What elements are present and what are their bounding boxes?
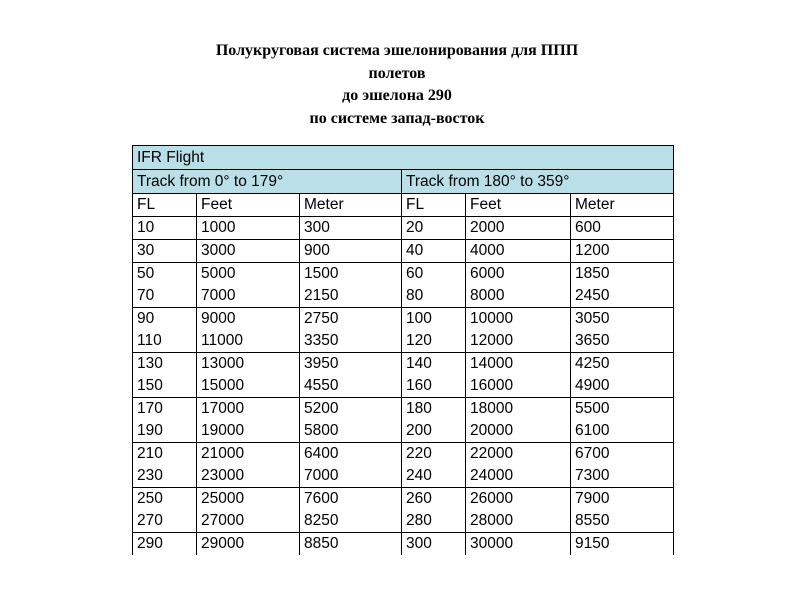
table-cell: 9150 bbox=[571, 533, 674, 556]
table-cell: 1500 bbox=[300, 263, 402, 286]
title-line: полетов bbox=[368, 64, 426, 82]
table-cell: 11000 bbox=[197, 330, 300, 353]
table-cell: 270 bbox=[133, 510, 197, 533]
column-header-row bbox=[133, 194, 674, 217]
table-cell: 27000 bbox=[197, 510, 300, 533]
column-header: FL bbox=[402, 194, 466, 217]
table-cell: 90 bbox=[133, 308, 197, 331]
column-header: Feet bbox=[197, 194, 300, 217]
table-row bbox=[133, 285, 674, 308]
table-row bbox=[133, 510, 674, 533]
table-cell: 3650 bbox=[571, 330, 674, 353]
table-cell: 70 bbox=[133, 285, 197, 308]
table-row bbox=[133, 308, 674, 331]
table-cell: 8850 bbox=[300, 533, 402, 556]
table-cell: 600 bbox=[571, 217, 674, 240]
table-cell: 6400 bbox=[300, 443, 402, 466]
table-cell: 28000 bbox=[466, 510, 571, 533]
table-cell: 8550 bbox=[571, 510, 674, 533]
table-cell: 130 bbox=[133, 353, 197, 376]
table-cell: 7000 bbox=[300, 465, 402, 488]
table-cell: 1850 bbox=[571, 263, 674, 286]
column-header: Feet bbox=[466, 194, 571, 217]
column-header: FL bbox=[133, 194, 197, 217]
table-cell: 3050 bbox=[571, 308, 674, 331]
table-cell: 20000 bbox=[466, 420, 571, 443]
table-row bbox=[133, 240, 674, 263]
table-cell: 40 bbox=[402, 240, 466, 263]
table-cell: 14000 bbox=[466, 353, 571, 376]
table-caption: IFR Flight bbox=[133, 146, 674, 170]
table-cell: 7300 bbox=[571, 465, 674, 488]
table-cell: 300 bbox=[300, 217, 402, 240]
table-cell: 100 bbox=[402, 308, 466, 331]
table-cell: 1000 bbox=[197, 217, 300, 240]
table-cell: 6700 bbox=[571, 443, 674, 466]
table-cell: 18000 bbox=[466, 398, 571, 421]
track-group-west: Track from 180° to 359° bbox=[402, 170, 674, 194]
table-cell: 24000 bbox=[466, 465, 571, 488]
title-line: до эшелона 290 bbox=[342, 87, 452, 104]
table-row bbox=[133, 330, 674, 353]
table-cell: 10 bbox=[133, 217, 197, 240]
table-cell: 16000 bbox=[466, 375, 571, 398]
table-cell: 120 bbox=[402, 330, 466, 353]
table-cell: 5500 bbox=[571, 398, 674, 421]
table-cell: 4000 bbox=[466, 240, 571, 263]
table-row bbox=[133, 420, 674, 443]
table-cell: 19000 bbox=[197, 420, 300, 443]
table-cell: 6100 bbox=[571, 420, 674, 443]
column-header: Meter bbox=[571, 194, 674, 217]
table-cell: 8250 bbox=[300, 510, 402, 533]
table-cell: 160 bbox=[402, 375, 466, 398]
table-cell: 5200 bbox=[300, 398, 402, 421]
table-row bbox=[133, 263, 674, 286]
table-row bbox=[133, 533, 674, 556]
table-cell: 26000 bbox=[466, 488, 571, 511]
table-cell: 29000 bbox=[197, 533, 300, 556]
table-cell: 300 bbox=[402, 533, 466, 556]
table-cell: 4250 bbox=[571, 353, 674, 376]
table-cell: 6000 bbox=[466, 263, 571, 286]
table-cell: 30000 bbox=[466, 533, 571, 556]
table-cell: 20 bbox=[402, 217, 466, 240]
track-group-east: Track from 0° to 179° bbox=[133, 170, 402, 194]
table-cell: 2750 bbox=[300, 308, 402, 331]
table-cell: 4900 bbox=[571, 375, 674, 398]
table-cell: 1200 bbox=[571, 240, 674, 263]
page-title bbox=[0, 40, 794, 130]
table-cell: 200 bbox=[402, 420, 466, 443]
table-cell: 60 bbox=[402, 263, 466, 286]
column-header: Meter bbox=[300, 194, 402, 217]
table-cell: 7000 bbox=[197, 285, 300, 308]
title-line: по системе запад-восток bbox=[309, 109, 485, 127]
table-cell: 140 bbox=[402, 353, 466, 376]
table-cell: 150 bbox=[133, 375, 197, 398]
table-cell: 22000 bbox=[466, 443, 571, 466]
table-cell: 5800 bbox=[300, 420, 402, 443]
table-cell: 5000 bbox=[197, 263, 300, 286]
table-cell: 2150 bbox=[300, 285, 402, 308]
table-cell: 110 bbox=[133, 330, 197, 353]
track-group-row bbox=[133, 170, 674, 194]
table-cell: 30 bbox=[133, 240, 197, 263]
table-cell: 230 bbox=[133, 465, 197, 488]
table-cell: 80 bbox=[402, 285, 466, 308]
table-cell: 3950 bbox=[300, 353, 402, 376]
table-cell: 250 bbox=[133, 488, 197, 511]
table-cell: 9000 bbox=[197, 308, 300, 331]
ifr-flight-table bbox=[132, 145, 674, 555]
table-cell: 13000 bbox=[197, 353, 300, 376]
table-cell: 10000 bbox=[466, 308, 571, 331]
table-cell: 900 bbox=[300, 240, 402, 263]
table-row bbox=[133, 465, 674, 488]
table-row bbox=[133, 353, 674, 376]
table-row bbox=[133, 488, 674, 511]
table-cell: 50 bbox=[133, 263, 197, 286]
table-cell: 190 bbox=[133, 420, 197, 443]
table-cell: 2000 bbox=[466, 217, 571, 240]
table-cell: 260 bbox=[402, 488, 466, 511]
table-row bbox=[133, 398, 674, 421]
table-row bbox=[133, 217, 674, 240]
table-caption-row bbox=[133, 146, 674, 170]
table-cell: 180 bbox=[402, 398, 466, 421]
table-cell: 4550 bbox=[300, 375, 402, 398]
table-cell: 3350 bbox=[300, 330, 402, 353]
table-cell: 17000 bbox=[197, 398, 300, 421]
table-cell: 15000 bbox=[197, 375, 300, 398]
table-cell: 170 bbox=[133, 398, 197, 421]
table-row bbox=[133, 443, 674, 466]
table-cell: 12000 bbox=[466, 330, 571, 353]
table-cell: 7600 bbox=[300, 488, 402, 511]
table-cell: 23000 bbox=[197, 465, 300, 488]
table-cell: 2450 bbox=[571, 285, 674, 308]
table-cell: 290 bbox=[133, 533, 197, 556]
table-cell: 21000 bbox=[197, 443, 300, 466]
table-cell: 25000 bbox=[197, 488, 300, 511]
table-cell: 7900 bbox=[571, 488, 674, 511]
table-cell: 280 bbox=[402, 510, 466, 533]
table-cell: 220 bbox=[402, 443, 466, 466]
title-line: Полукруговая система эшелонирования для ППП bbox=[215, 42, 579, 59]
table-cell: 3000 bbox=[197, 240, 300, 263]
table-cell: 8000 bbox=[466, 285, 571, 308]
table-row bbox=[133, 375, 674, 398]
table-cell: 240 bbox=[402, 465, 466, 488]
table-cell: 210 bbox=[133, 443, 197, 466]
